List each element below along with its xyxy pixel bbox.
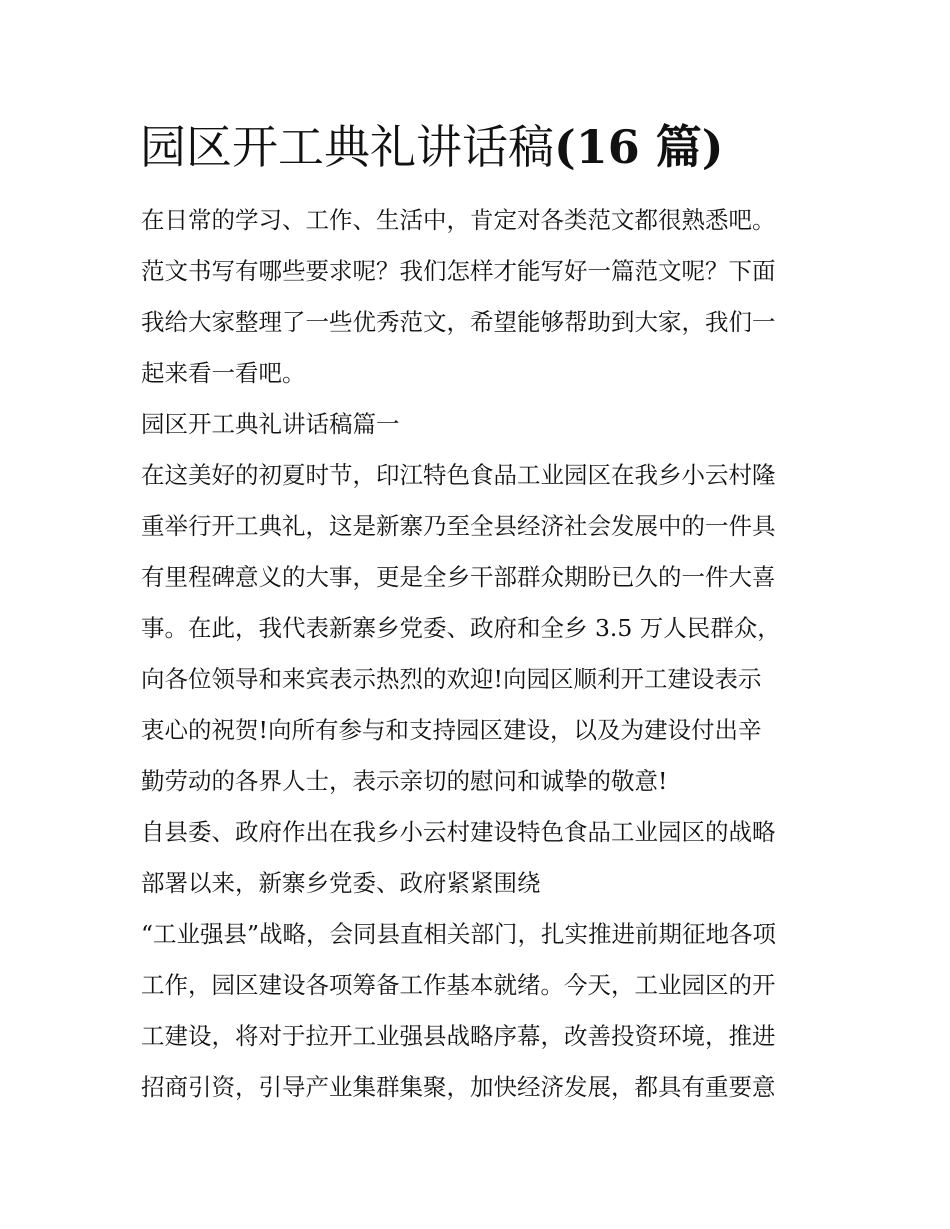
paragraph-line: 向各位领导和来宾表示热烈的欢迎!向园区顺利开工建设表示 [141,665,762,693]
paragraph-line: 工建设，将对于拉开工业强县战略序幕，改善投资环境，推进 [141,1022,776,1050]
paragraph-line: 有里程碑意义的大事，更是全乡干部群众期盼已久的一件大喜 [141,563,776,591]
paragraph-line: 在这美好的初夏时节，印江特色食品工业园区在我乡小云村隆 [141,461,776,489]
paragraph-line: 工作，园区建设各项筹备工作基本就绪。今天，工业园区的开 [141,971,776,999]
paragraph-line: 范文书写有哪些要求呢？我们怎样才能写好一篇范文呢？下面 [141,257,776,285]
document-title [140,112,724,182]
paragraph-line: 我给大家整理了一些优秀范文，希望能够帮助到大家，我们一 [141,308,776,336]
paragraph-line: 重举行开工典礼，这是新寨乃至全县经济社会发展中的一件具 [141,512,776,540]
paragraph-line: 招商引资，引导产业集群集聚，加快经济发展，都具有重要意 [141,1073,776,1101]
paragraph-line: 事。在此，我代表新寨乡党委、政府和全乡 3.5 万人民群众， [141,614,781,642]
paragraph-line: 起来看一看吧。 [141,359,306,387]
section-heading: 园区开工典礼讲话稿篇一 [141,410,400,438]
title-count: (16 篇) [554,120,724,174]
paragraph-line: 在日常的学习、工作、生活中，肯定对各类范文都很熟悉吧。 [141,206,776,234]
paragraph-line: “工业强县”战略，会同县直相关部门，扎实推进前期征地各项 [141,920,777,948]
paragraph-line: 衷心的祝贺!向所有参与和支持园区建设，以及为建设付出辛 [141,716,762,744]
paragraph-line: 勤劳动的各界人士，表示亲切的慰问和诚挚的敬意! [141,767,668,795]
paragraph-line: 部署以来，新寨乡党委、政府紧紧围绕 [141,869,541,897]
title-main: 园区开工典礼讲话稿 [140,120,554,174]
paragraph-line: 自县委、政府作出在我乡小云村建设特色食品工业园区的战略 [141,818,776,846]
